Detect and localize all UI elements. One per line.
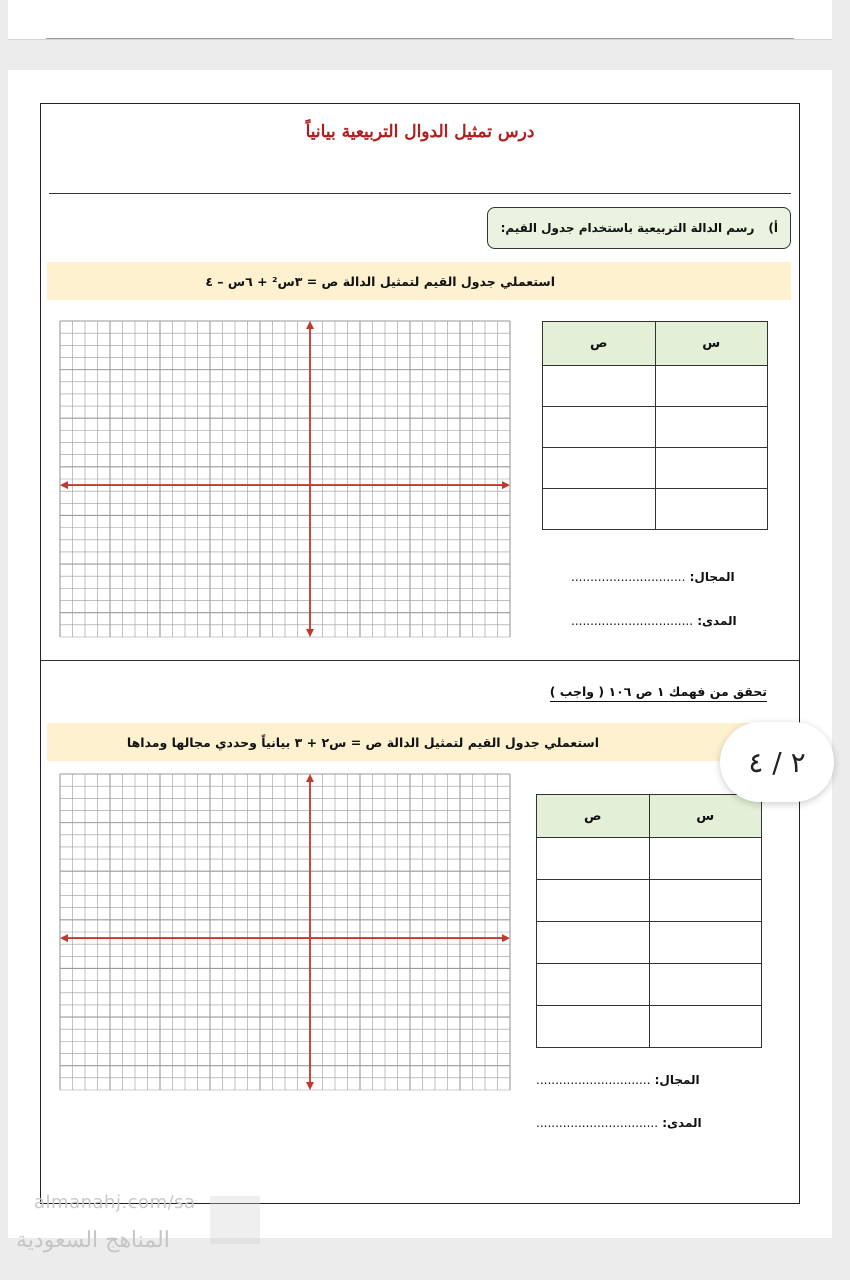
x-cell[interactable] <box>655 407 768 448</box>
x-cell[interactable] <box>649 880 762 922</box>
y-cell[interactable] <box>537 1006 650 1048</box>
range-label: المدى: <box>662 1116 702 1130</box>
worksheet-page <box>8 70 832 1238</box>
section-divider <box>41 660 799 661</box>
exercise1-values-table <box>542 321 768 530</box>
y-column-header: ص <box>537 795 650 838</box>
table-row <box>537 964 762 1006</box>
domain-answer-blank[interactable]: .............................. <box>571 570 686 584</box>
x-column-header: س <box>655 322 768 366</box>
exercise2-prompt: استعملي جدول القيم لتمثيل الدالة ص = س٢ + ٣ بيانياً وحددي مجالها ومداها <box>47 723 791 761</box>
x-cell[interactable] <box>649 922 762 964</box>
y-cell[interactable] <box>537 880 650 922</box>
x-cell[interactable] <box>655 448 768 489</box>
y-axis-top-arrow <box>306 321 314 329</box>
x-cell[interactable] <box>655 366 768 407</box>
x-axis-right-arrow <box>502 934 510 942</box>
range-answer-blank[interactable]: ................................ <box>536 1116 659 1130</box>
table-row <box>537 880 762 922</box>
x-column-header: س <box>649 795 762 838</box>
table-row <box>537 838 762 880</box>
table-header-row <box>537 795 762 838</box>
x-axis-left-arrow <box>60 481 68 489</box>
x-cell[interactable] <box>649 1006 762 1048</box>
page-title: درس تمثيل الدوال التربيعية بيانياً <box>305 122 535 142</box>
y-cell[interactable] <box>543 407 656 448</box>
domain-label: المجال: <box>689 570 735 584</box>
range-answer-blank[interactable]: ................................ <box>571 614 694 628</box>
worksheet-frame <box>40 103 800 1204</box>
x-cell[interactable] <box>649 964 762 1006</box>
exercise2-range-line <box>536 1116 702 1130</box>
y-cell[interactable] <box>543 489 656 530</box>
table-row <box>543 366 768 407</box>
watermark-box <box>210 1196 260 1244</box>
x-cell[interactable] <box>649 838 762 880</box>
x-cell[interactable] <box>655 489 768 530</box>
watermark-url: almanahj.com/sa <box>34 1192 196 1213</box>
table-row <box>543 407 768 448</box>
y-axis-bottom-arrow <box>306 629 314 637</box>
table-row <box>537 922 762 964</box>
section-heading <box>487 207 791 249</box>
y-axis-bottom-arrow <box>306 1082 314 1090</box>
title-divider <box>49 193 791 194</box>
previous-page <box>8 0 832 40</box>
exercise1-graph-grid <box>59 320 511 638</box>
exercise2-values-table <box>536 794 762 1048</box>
check-understanding-heading: تحقق من فهمك ١ ص ١٠٦ ( واجب ) <box>550 684 767 702</box>
domain-answer-blank[interactable]: .............................. <box>536 1073 651 1087</box>
table-row <box>543 489 768 530</box>
table-row <box>537 1006 762 1048</box>
range-label: المدى: <box>697 614 737 628</box>
watermark-brand: المناهج السعودية <box>16 1228 170 1253</box>
y-column-header: ص <box>543 322 656 366</box>
exercise1-domain-line <box>571 570 735 584</box>
y-cell[interactable] <box>543 448 656 489</box>
x-axis-right-arrow <box>502 481 510 489</box>
previous-page-rule <box>46 38 794 39</box>
y-axis-top-arrow <box>306 774 314 782</box>
exercise2-domain-line <box>536 1073 700 1087</box>
exercise2-graph-grid <box>59 773 511 1091</box>
section-text: رسم الدالة التربيعية باستخدام جدول القيم: <box>500 221 755 235</box>
exercise1-range-line <box>571 614 737 628</box>
domain-label: المجال: <box>654 1073 700 1087</box>
exercise1-prompt: استعملي جدول القيم لتمثيل الدالة ص = ٣س² + ٦س – ٤ <box>47 262 791 300</box>
y-cell[interactable] <box>537 964 650 1006</box>
x-axis-left-arrow <box>60 934 68 942</box>
page-indicator: ٢ / ٤ <box>720 722 834 802</box>
y-cell[interactable] <box>543 366 656 407</box>
y-cell[interactable] <box>537 922 650 964</box>
y-cell[interactable] <box>537 838 650 880</box>
table-header-row <box>543 322 768 366</box>
section-letter: أ) <box>768 221 778 235</box>
table-row <box>543 448 768 489</box>
